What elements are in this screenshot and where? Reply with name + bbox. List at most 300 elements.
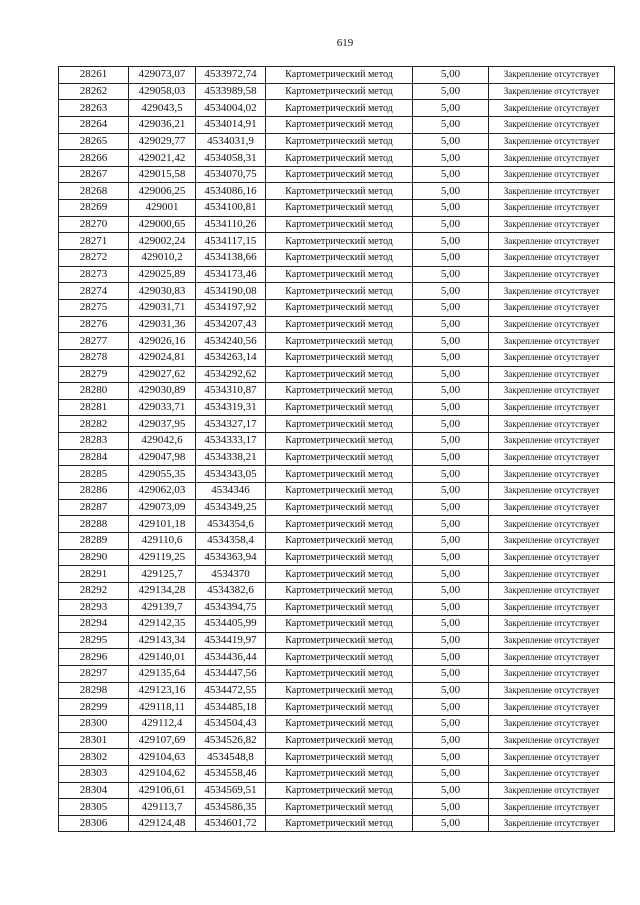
accuracy-cell: 5,00 bbox=[413, 682, 489, 699]
fixation-note-cell: Закрепление отсутствует bbox=[489, 599, 615, 616]
fixation-note-cell: Закрепление отсутствует bbox=[489, 183, 615, 200]
fixation-note-cell: Закрепление отсутствует bbox=[489, 532, 615, 549]
fixation-note-cell: Закрепление отсутствует bbox=[489, 266, 615, 283]
table-row bbox=[59, 150, 615, 167]
point-number-cell: 28282 bbox=[59, 416, 129, 433]
table-row bbox=[59, 266, 615, 283]
accuracy-cell: 5,00 bbox=[413, 549, 489, 566]
x-coordinate-cell: 429124,48 bbox=[129, 815, 196, 832]
fixation-note-cell: Закрепление отсутствует bbox=[489, 283, 615, 300]
table-row bbox=[59, 333, 615, 350]
y-coordinate-cell: 4534207,43 bbox=[196, 316, 266, 333]
method-cell: Картометрический метод bbox=[266, 67, 413, 84]
x-coordinate-cell: 429125,7 bbox=[129, 566, 196, 583]
accuracy-cell: 5,00 bbox=[413, 799, 489, 816]
point-number-cell: 28290 bbox=[59, 549, 129, 566]
accuracy-cell: 5,00 bbox=[413, 616, 489, 633]
method-cell: Картометрический метод bbox=[266, 483, 413, 500]
x-coordinate-cell: 429015,58 bbox=[129, 166, 196, 183]
point-number-cell: 28271 bbox=[59, 233, 129, 250]
table-row bbox=[59, 166, 615, 183]
x-coordinate-cell: 429101,18 bbox=[129, 516, 196, 533]
x-coordinate-cell: 429021,42 bbox=[129, 150, 196, 167]
table-body bbox=[59, 67, 615, 832]
method-cell: Картометрический метод bbox=[266, 316, 413, 333]
fixation-note-cell: Закрепление отсутствует bbox=[489, 100, 615, 117]
y-coordinate-cell: 4534436,44 bbox=[196, 649, 266, 666]
x-coordinate-cell: 429135,64 bbox=[129, 666, 196, 683]
x-coordinate-cell: 429025,89 bbox=[129, 266, 196, 283]
y-coordinate-cell: 4534382,6 bbox=[196, 582, 266, 599]
y-coordinate-cell: 4534394,75 bbox=[196, 599, 266, 616]
point-number-cell: 28276 bbox=[59, 316, 129, 333]
x-coordinate-cell: 429000,65 bbox=[129, 216, 196, 233]
accuracy-cell: 5,00 bbox=[413, 765, 489, 782]
accuracy-cell: 5,00 bbox=[413, 815, 489, 832]
table-row bbox=[59, 216, 615, 233]
y-coordinate-cell: 4534472,55 bbox=[196, 682, 266, 699]
x-coordinate-cell: 429106,61 bbox=[129, 782, 196, 799]
table-row bbox=[59, 815, 615, 832]
table-row bbox=[59, 582, 615, 599]
table-row bbox=[59, 466, 615, 483]
point-number-cell: 28298 bbox=[59, 682, 129, 699]
y-coordinate-cell: 4534343,05 bbox=[196, 466, 266, 483]
accuracy-cell: 5,00 bbox=[413, 216, 489, 233]
fixation-note-cell: Закрепление отсутствует bbox=[489, 416, 615, 433]
x-coordinate-cell: 429029,77 bbox=[129, 133, 196, 150]
x-coordinate-cell: 429027,62 bbox=[129, 366, 196, 383]
table-row bbox=[59, 299, 615, 316]
fixation-note-cell: Закрепление отсутствует bbox=[489, 799, 615, 816]
table-row bbox=[59, 433, 615, 450]
method-cell: Картометрический метод bbox=[266, 516, 413, 533]
accuracy-cell: 5,00 bbox=[413, 715, 489, 732]
fixation-note-cell: Закрепление отсутствует bbox=[489, 216, 615, 233]
x-coordinate-cell: 429058,03 bbox=[129, 83, 196, 100]
point-number-cell: 28279 bbox=[59, 366, 129, 383]
table-row bbox=[59, 416, 615, 433]
fixation-note-cell: Закрепление отсутствует bbox=[489, 150, 615, 167]
y-coordinate-cell: 4534319,31 bbox=[196, 399, 266, 416]
accuracy-cell: 5,00 bbox=[413, 449, 489, 466]
table-row bbox=[59, 349, 615, 366]
x-coordinate-cell: 429033,71 bbox=[129, 399, 196, 416]
accuracy-cell: 5,00 bbox=[413, 666, 489, 683]
fixation-note-cell: Закрепление отсутствует bbox=[489, 582, 615, 599]
point-number-cell: 28288 bbox=[59, 516, 129, 533]
y-coordinate-cell: 4534327,17 bbox=[196, 416, 266, 433]
accuracy-cell: 5,00 bbox=[413, 366, 489, 383]
table-row bbox=[59, 250, 615, 267]
accuracy-cell: 5,00 bbox=[413, 383, 489, 400]
table-row bbox=[59, 699, 615, 716]
method-cell: Картометрический метод bbox=[266, 283, 413, 300]
point-number-cell: 28267 bbox=[59, 166, 129, 183]
x-coordinate-cell: 429001 bbox=[129, 200, 196, 217]
table-row bbox=[59, 682, 615, 699]
y-coordinate-cell: 4534031,9 bbox=[196, 133, 266, 150]
fixation-note-cell: Закрепление отсутствует bbox=[489, 765, 615, 782]
point-number-cell: 28275 bbox=[59, 299, 129, 316]
method-cell: Картометрический метод bbox=[266, 782, 413, 799]
accuracy-cell: 5,00 bbox=[413, 83, 489, 100]
table-row bbox=[59, 516, 615, 533]
method-cell: Картометрический метод bbox=[266, 133, 413, 150]
fixation-note-cell: Закрепление отсутствует bbox=[489, 67, 615, 84]
accuracy-cell: 5,00 bbox=[413, 532, 489, 549]
y-coordinate-cell: 4534558,46 bbox=[196, 765, 266, 782]
y-coordinate-cell: 4534070,75 bbox=[196, 166, 266, 183]
x-coordinate-cell: 429042,6 bbox=[129, 433, 196, 450]
x-coordinate-cell: 429002,24 bbox=[129, 233, 196, 250]
method-cell: Картометрический метод bbox=[266, 666, 413, 683]
accuracy-cell: 5,00 bbox=[413, 749, 489, 766]
x-coordinate-cell: 429037,95 bbox=[129, 416, 196, 433]
fixation-note-cell: Закрепление отсутствует bbox=[489, 250, 615, 267]
point-number-cell: 28296 bbox=[59, 649, 129, 666]
method-cell: Картометрический метод bbox=[266, 449, 413, 466]
point-number-cell: 28301 bbox=[59, 732, 129, 749]
fixation-note-cell: Закрепление отсутствует bbox=[489, 815, 615, 832]
fixation-note-cell: Закрепление отсутствует bbox=[489, 299, 615, 316]
y-coordinate-cell: 4534569,51 bbox=[196, 782, 266, 799]
x-coordinate-cell: 429123,16 bbox=[129, 682, 196, 699]
accuracy-cell: 5,00 bbox=[413, 316, 489, 333]
table-row bbox=[59, 449, 615, 466]
fixation-note-cell: Закрепление отсутствует bbox=[489, 616, 615, 633]
table-row bbox=[59, 183, 615, 200]
x-coordinate-cell: 429047,98 bbox=[129, 449, 196, 466]
point-number-cell: 28262 bbox=[59, 83, 129, 100]
table-row bbox=[59, 549, 615, 566]
fixation-note-cell: Закрепление отсутствует bbox=[489, 516, 615, 533]
table-row bbox=[59, 566, 615, 583]
y-coordinate-cell: 4534346 bbox=[196, 483, 266, 500]
point-number-cell: 28274 bbox=[59, 283, 129, 300]
point-number-cell: 28263 bbox=[59, 100, 129, 117]
method-cell: Картометрический метод bbox=[266, 299, 413, 316]
y-coordinate-cell: 4534197,92 bbox=[196, 299, 266, 316]
x-coordinate-cell: 429062,03 bbox=[129, 483, 196, 500]
table-row bbox=[59, 383, 615, 400]
fixation-note-cell: Закрепление отсутствует bbox=[489, 715, 615, 732]
method-cell: Картометрический метод bbox=[266, 216, 413, 233]
fixation-note-cell: Закрепление отсутствует bbox=[489, 632, 615, 649]
point-number-cell: 28273 bbox=[59, 266, 129, 283]
method-cell: Картометрический метод bbox=[266, 333, 413, 350]
point-number-cell: 28265 bbox=[59, 133, 129, 150]
accuracy-cell: 5,00 bbox=[413, 782, 489, 799]
x-coordinate-cell: 429026,16 bbox=[129, 333, 196, 350]
point-number-cell: 28264 bbox=[59, 116, 129, 133]
table-row bbox=[59, 599, 615, 616]
point-number-cell: 28305 bbox=[59, 799, 129, 816]
accuracy-cell: 5,00 bbox=[413, 183, 489, 200]
point-number-cell: 28302 bbox=[59, 749, 129, 766]
x-coordinate-cell: 429006,25 bbox=[129, 183, 196, 200]
accuracy-cell: 5,00 bbox=[413, 133, 489, 150]
accuracy-cell: 5,00 bbox=[413, 349, 489, 366]
method-cell: Картометрический метод bbox=[266, 599, 413, 616]
x-coordinate-cell: 429140,01 bbox=[129, 649, 196, 666]
x-coordinate-cell: 429143,34 bbox=[129, 632, 196, 649]
fixation-note-cell: Закрепление отсутствует bbox=[489, 549, 615, 566]
x-coordinate-cell: 429139,7 bbox=[129, 599, 196, 616]
y-coordinate-cell: 4534601,72 bbox=[196, 815, 266, 832]
fixation-note-cell: Закрепление отсутствует bbox=[489, 466, 615, 483]
table-row bbox=[59, 233, 615, 250]
table-row bbox=[59, 632, 615, 649]
y-coordinate-cell: 4534419,97 bbox=[196, 632, 266, 649]
x-coordinate-cell: 429119,25 bbox=[129, 549, 196, 566]
method-cell: Картометрический метод bbox=[266, 233, 413, 250]
accuracy-cell: 5,00 bbox=[413, 299, 489, 316]
method-cell: Картометрический метод bbox=[266, 765, 413, 782]
method-cell: Картометрический метод bbox=[266, 632, 413, 649]
accuracy-cell: 5,00 bbox=[413, 250, 489, 267]
accuracy-cell: 5,00 bbox=[413, 732, 489, 749]
method-cell: Картометрический метод bbox=[266, 566, 413, 583]
table-row bbox=[59, 499, 615, 516]
table-row bbox=[59, 666, 615, 683]
x-coordinate-cell: 429104,62 bbox=[129, 765, 196, 782]
point-number-cell: 28270 bbox=[59, 216, 129, 233]
y-coordinate-cell: 4534405,99 bbox=[196, 616, 266, 633]
y-coordinate-cell: 4534173,46 bbox=[196, 266, 266, 283]
fixation-note-cell: Закрепление отсутствует bbox=[489, 116, 615, 133]
method-cell: Картометрический метод bbox=[266, 200, 413, 217]
method-cell: Картометрический метод bbox=[266, 532, 413, 549]
x-coordinate-cell: 429036,21 bbox=[129, 116, 196, 133]
fixation-note-cell: Закрепление отсутствует bbox=[489, 699, 615, 716]
method-cell: Картометрический метод bbox=[266, 616, 413, 633]
y-coordinate-cell: 4534086,16 bbox=[196, 183, 266, 200]
point-number-cell: 28299 bbox=[59, 699, 129, 716]
point-number-cell: 28269 bbox=[59, 200, 129, 217]
x-coordinate-cell: 429112,4 bbox=[129, 715, 196, 732]
accuracy-cell: 5,00 bbox=[413, 116, 489, 133]
method-cell: Картометрический метод bbox=[266, 715, 413, 732]
x-coordinate-cell: 429134,28 bbox=[129, 582, 196, 599]
method-cell: Картометрический метод bbox=[266, 166, 413, 183]
accuracy-cell: 5,00 bbox=[413, 399, 489, 416]
method-cell: Картометрический метод bbox=[266, 416, 413, 433]
method-cell: Картометрический метод bbox=[266, 799, 413, 816]
y-coordinate-cell: 4534586,35 bbox=[196, 799, 266, 816]
y-coordinate-cell: 4534485,18 bbox=[196, 699, 266, 716]
x-coordinate-cell: 429055,35 bbox=[129, 466, 196, 483]
x-coordinate-cell: 429107,69 bbox=[129, 732, 196, 749]
point-number-cell: 28284 bbox=[59, 449, 129, 466]
point-number-cell: 28272 bbox=[59, 250, 129, 267]
table-row bbox=[59, 749, 615, 766]
accuracy-cell: 5,00 bbox=[413, 516, 489, 533]
y-coordinate-cell: 4534240,56 bbox=[196, 333, 266, 350]
accuracy-cell: 5,00 bbox=[413, 566, 489, 583]
method-cell: Картометрический метод bbox=[266, 582, 413, 599]
accuracy-cell: 5,00 bbox=[413, 632, 489, 649]
point-number-cell: 28277 bbox=[59, 333, 129, 350]
method-cell: Картометрический метод bbox=[266, 433, 413, 450]
method-cell: Картометрический метод bbox=[266, 466, 413, 483]
fixation-note-cell: Закрепление отсутствует bbox=[489, 133, 615, 150]
y-coordinate-cell: 4534363,94 bbox=[196, 549, 266, 566]
fixation-note-cell: Закрепление отсутствует bbox=[489, 483, 615, 500]
x-coordinate-cell: 429104,63 bbox=[129, 749, 196, 766]
y-coordinate-cell: 4534370 bbox=[196, 566, 266, 583]
point-number-cell: 28286 bbox=[59, 483, 129, 500]
x-coordinate-cell: 429030,83 bbox=[129, 283, 196, 300]
table-row bbox=[59, 399, 615, 416]
y-coordinate-cell: 4534138,66 bbox=[196, 250, 266, 267]
y-coordinate-cell: 4534058,31 bbox=[196, 150, 266, 167]
page-number: 619 bbox=[336, 37, 354, 49]
point-number-cell: 28294 bbox=[59, 616, 129, 633]
y-coordinate-cell: 4534354,6 bbox=[196, 516, 266, 533]
table-row bbox=[59, 616, 615, 633]
x-coordinate-cell: 429043,5 bbox=[129, 100, 196, 117]
x-coordinate-cell: 429113,7 bbox=[129, 799, 196, 816]
x-coordinate-cell: 429073,09 bbox=[129, 499, 196, 516]
x-coordinate-cell: 429010,2 bbox=[129, 250, 196, 267]
accuracy-cell: 5,00 bbox=[413, 283, 489, 300]
fixation-note-cell: Закрепление отсутствует bbox=[489, 366, 615, 383]
x-coordinate-cell: 429073,07 bbox=[129, 67, 196, 84]
y-coordinate-cell: 4534447,56 bbox=[196, 666, 266, 683]
method-cell: Картометрический метод bbox=[266, 699, 413, 716]
table-row bbox=[59, 100, 615, 117]
point-number-cell: 28289 bbox=[59, 532, 129, 549]
table-row bbox=[59, 765, 615, 782]
table-row bbox=[59, 715, 615, 732]
y-coordinate-cell: 4534292,62 bbox=[196, 366, 266, 383]
fixation-note-cell: Закрепление отсутствует bbox=[489, 682, 615, 699]
method-cell: Картометрический метод bbox=[266, 83, 413, 100]
table-row bbox=[59, 732, 615, 749]
method-cell: Картометрический метод bbox=[266, 732, 413, 749]
fixation-note-cell: Закрепление отсутствует bbox=[489, 316, 615, 333]
accuracy-cell: 5,00 bbox=[413, 499, 489, 516]
method-cell: Картометрический метод bbox=[266, 749, 413, 766]
table-row bbox=[59, 532, 615, 549]
fixation-note-cell: Закрепление отсутствует bbox=[489, 383, 615, 400]
y-coordinate-cell: 4534004,02 bbox=[196, 100, 266, 117]
point-number-cell: 28261 bbox=[59, 67, 129, 84]
fixation-note-cell: Закрепление отсутствует bbox=[489, 649, 615, 666]
fixation-note-cell: Закрепление отсутствует bbox=[489, 566, 615, 583]
point-number-cell: 28292 bbox=[59, 582, 129, 599]
fixation-note-cell: Закрепление отсутствует bbox=[489, 732, 615, 749]
y-coordinate-cell: 4534548,8 bbox=[196, 749, 266, 766]
point-number-cell: 28280 bbox=[59, 383, 129, 400]
table-row bbox=[59, 366, 615, 383]
point-number-cell: 28283 bbox=[59, 433, 129, 450]
accuracy-cell: 5,00 bbox=[413, 649, 489, 666]
fixation-note-cell: Закрепление отсутствует bbox=[489, 449, 615, 466]
point-number-cell: 28297 bbox=[59, 666, 129, 683]
point-number-cell: 28266 bbox=[59, 150, 129, 167]
fixation-note-cell: Закрепление отсутствует bbox=[489, 233, 615, 250]
accuracy-cell: 5,00 bbox=[413, 266, 489, 283]
x-coordinate-cell: 429110,6 bbox=[129, 532, 196, 549]
fixation-note-cell: Закрепление отсутствует bbox=[489, 782, 615, 799]
table-row bbox=[59, 67, 615, 84]
point-number-cell: 28300 bbox=[59, 715, 129, 732]
y-coordinate-cell: 4534333,17 bbox=[196, 433, 266, 450]
point-number-cell: 28303 bbox=[59, 765, 129, 782]
y-coordinate-cell: 4534117,15 bbox=[196, 233, 266, 250]
point-number-cell: 28285 bbox=[59, 466, 129, 483]
fixation-note-cell: Закрепление отсутствует bbox=[489, 200, 615, 217]
accuracy-cell: 5,00 bbox=[413, 100, 489, 117]
fixation-note-cell: Закрепление отсутствует bbox=[489, 749, 615, 766]
accuracy-cell: 5,00 bbox=[413, 699, 489, 716]
table-row bbox=[59, 316, 615, 333]
method-cell: Картометрический метод bbox=[266, 549, 413, 566]
accuracy-cell: 5,00 bbox=[413, 433, 489, 450]
x-coordinate-cell: 429031,71 bbox=[129, 299, 196, 316]
method-cell: Картометрический метод bbox=[266, 250, 413, 267]
accuracy-cell: 5,00 bbox=[413, 166, 489, 183]
table-row bbox=[59, 782, 615, 799]
y-coordinate-cell: 4534110,26 bbox=[196, 216, 266, 233]
accuracy-cell: 5,00 bbox=[413, 416, 489, 433]
accuracy-cell: 5,00 bbox=[413, 333, 489, 350]
accuracy-cell: 5,00 bbox=[413, 483, 489, 500]
accuracy-cell: 5,00 bbox=[413, 200, 489, 217]
point-number-cell: 28281 bbox=[59, 399, 129, 416]
point-number-cell: 28291 bbox=[59, 566, 129, 583]
accuracy-cell: 5,00 bbox=[413, 233, 489, 250]
method-cell: Картометрический метод bbox=[266, 399, 413, 416]
method-cell: Картометрический метод bbox=[266, 100, 413, 117]
method-cell: Картометрический метод bbox=[266, 349, 413, 366]
method-cell: Картометрический метод bbox=[266, 183, 413, 200]
point-number-cell: 28293 bbox=[59, 599, 129, 616]
fixation-note-cell: Закрепление отсутствует bbox=[489, 499, 615, 516]
method-cell: Картометрический метод bbox=[266, 366, 413, 383]
accuracy-cell: 5,00 bbox=[413, 599, 489, 616]
y-coordinate-cell: 4534504,43 bbox=[196, 715, 266, 732]
table-row bbox=[59, 799, 615, 816]
point-number-cell: 28287 bbox=[59, 499, 129, 516]
y-coordinate-cell: 4533989,58 bbox=[196, 83, 266, 100]
x-coordinate-cell: 429031,36 bbox=[129, 316, 196, 333]
accuracy-cell: 5,00 bbox=[413, 67, 489, 84]
y-coordinate-cell: 4534526,82 bbox=[196, 732, 266, 749]
y-coordinate-cell: 4534358,4 bbox=[196, 532, 266, 549]
table-row bbox=[59, 133, 615, 150]
method-cell: Картометрический метод bbox=[266, 682, 413, 699]
fixation-note-cell: Закрепление отсутствует bbox=[489, 433, 615, 450]
table-row bbox=[59, 283, 615, 300]
x-coordinate-cell: 429142,35 bbox=[129, 616, 196, 633]
accuracy-cell: 5,00 bbox=[413, 466, 489, 483]
fixation-note-cell: Закрепление отсутствует bbox=[489, 666, 615, 683]
fixation-note-cell: Закрепление отсутствует bbox=[489, 349, 615, 366]
y-coordinate-cell: 4533972,74 bbox=[196, 67, 266, 84]
y-coordinate-cell: 4534100,81 bbox=[196, 200, 266, 217]
method-cell: Картометрический метод bbox=[266, 815, 413, 832]
coordinates-table bbox=[58, 66, 615, 832]
method-cell: Картометрический метод bbox=[266, 383, 413, 400]
table-row bbox=[59, 83, 615, 100]
x-coordinate-cell: 429024,81 bbox=[129, 349, 196, 366]
y-coordinate-cell: 4534310,87 bbox=[196, 383, 266, 400]
accuracy-cell: 5,00 bbox=[413, 582, 489, 599]
fixation-note-cell: Закрепление отсутствует bbox=[489, 333, 615, 350]
